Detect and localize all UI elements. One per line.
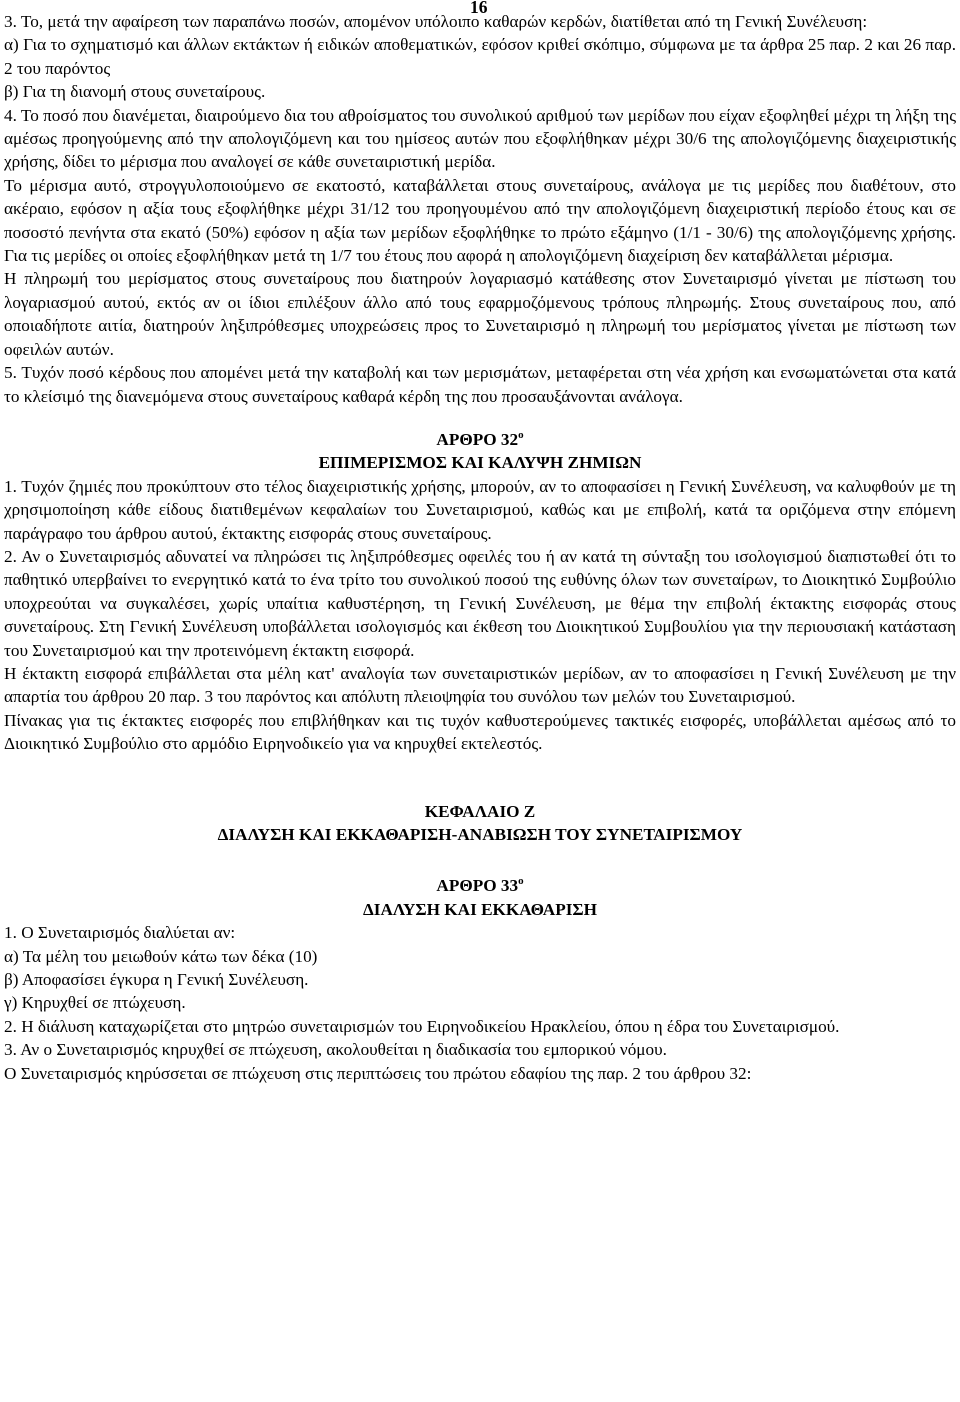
paragraph-4: 4. Το ποσό που διανέμεται, διαιρούμενο δια του αθροίσματος του συνολικού αριθμού των μερίδων που είχαν εξοφληθεί μέχρι τη λήξη της αμέσως προηγούμενης από την απολογιζόμενη και του ημίσεος αυτών που εξοφλήθηκαν μέχρι 30/6 της απολογιζόμενης διαχειριστικής χρήσης, δίδει το μέρισμα που αναλογεί σε κάθε συνεταιριστική μερίδα. — [4, 105, 956, 172]
paragraph-4b: Το μέρισμα αυτό, στρογγυλοποιούμενο σε εκατοστό, καταβάλλεται στους συνεταίρους, ανάλογα με τις μερίδες που διαθέτουν, στο ακέραιο, εφόσον η αξία τους εξοφλήθηκε μέχρι 31/12 του προηγουμένου από την απολογιζόμενη διαχειριστική περίοδο έτους και σε ποσοστό πενήντα στα εκατό (50%) εφόσον η αξία των μερίδων εξοφλήθηκε το πρώτο εξάμηνο (1/1 - 30/6) της απολογιζόμενης χρήσης. Για τις μερίδες οι οποίες εξοφλήθηκαν μετά τη 1/7 του έτους που αφορά η απολογιζόμενη διαχείριση δεν καταβάλλεται μέρισμα. — [4, 175, 956, 266]
article-32-paragraph-1: 1. Τυχόν ζημιές που προκύπτουν στο τέλος διαχειριστικής χρήσης, μπορούν, αν το αποφασίσει η Γενική Συνέλευση, να καλυφθούν με τη χρησιμοποίηση κάθε είδους διατιθεμένων κεφαλαίων του Συνεταιρισμού, καθώς και με επιβολή, κατά τα οριζόμενα στην επόμενη παράγραφο του άρθρου αυτού, έκτακτης εισφοράς στους συνεταίρους. — [4, 476, 956, 543]
article-33-item-c: γ) Κηρυχθεί σε πτώχευση. — [4, 993, 186, 1013]
article-33-label: ΑΡΘΡΟ 33 — [436, 876, 519, 896]
article-33-item-b: β) Αποφασίσει έγκυρα η Γενική Συνέλευση. — [4, 970, 309, 990]
article-33-title: ΔΙΑΛΥΣΗ ΚΑΙ ΕΚΚΑΘΑΡΙΣΗ — [362, 899, 597, 919]
article-32-heading — [4, 428, 956, 451]
section-article-32 — [4, 475, 956, 756]
article-33-heading — [4, 874, 956, 897]
paragraph-3b: β) Για τη διανομή στους συνεταίρους. — [4, 82, 266, 102]
article-32-ordinal: ο — [518, 428, 524, 441]
article-32-label: ΑΡΘΡΟ 32 — [436, 429, 519, 449]
section-article-33 — [4, 921, 956, 1085]
paragraph-5: 5. Τυχόν ποσό κέρδους που απομένει μετά την καταβολή και των μερισμάτων, μεταφέρεται στη νέα χρήση και ενσωματώνεται στα κατά το κλείσιμό της διανεμόμενα στους συνεταίρους καθαρά κέρδη της που προσαυξάνονται ανάλογα. — [4, 363, 956, 406]
page-number: 16 — [470, 0, 488, 17]
chapter-title: ΚΕΦΑΛΑΙΟ Ζ — [424, 801, 536, 821]
article-32-paragraph-3: Η έκτακτη εισφορά επιβάλλεται στα μέλη κατ' αναλογία των συνεταιριστικών μερίδων, αν το αποφασίσει η Γενική Συνέλευση με την απαρτία του άρθρου 20 παρ. 3 του παρόντος και απόλυτη πλειοψηφία του συνόλου των μελών του Συνεταιρισμού. — [4, 663, 956, 707]
article-33-paragraph-3b: Ο Συνεταιρισμός κηρύσσεται σε πτώχευση στις περιπτώσεις του πρώτου εδαφίου της παρ. 2 του άρθρου 32: — [4, 1063, 752, 1083]
article-32-paragraph-2: 2. Αν ο Συνεταιρισμός αδυνατεί να πληρώσει τις ληξιπρόθεσμες οφειλές του ή αν κατά τη σύνταξη του ισολογισμού διαπιστωθεί ότι το παθητικό υπερβαίνει το ενεργητικό κατά το ένα τρίτο του συνολικού ποσού της ευθύνης όλων των συνεταίρων, το Διοικητικό Συμβούλιο υποχρεούται να συγκαλέσει, χωρίς υπαίτια καθυστέρηση, τη Γενική Συνέλευση, με θέμα την επιβολή έκτακτης εισφοράς στους συνεταίρους. Στη Γενική Συνέλευση υποβάλλεται ισολογισμός και έκθεση του Διοικητικού Συμβουλίου για την περιουσιακή κατάσταση του Συνεταιρισμού και την προτεινόμενη έκτακτη εισφορά. — [4, 546, 956, 660]
article-32-title: ΕΠΙΜΕΡΙΣΜΟΣ ΚΑΙ ΚΑΛΥΨΗ ΖΗΜΙΩΝ — [318, 453, 642, 473]
chapter-subtitle: ΔΙΑΛΥΣΗ ΚΑΙ ΕΚΚΑΘΑΡΙΣΗ-ΑΝΑΒΙΩΣΗ ΤΟΥ ΣΥΝΕΤΑΙΡΙΣΜΟΥ — [217, 825, 743, 844]
article-33-paragraph-1: 1. Ο Συνεταιρισμός διαλύεται αν: — [4, 923, 236, 943]
article-33-ordinal: ο — [518, 875, 524, 888]
article-33-paragraph-3: 3. Αν ο Συνεταιρισμός κηρυχθεί σε πτώχευση, ακολουθείται η διαδικασία του εμπορικού νόμου. — [4, 1040, 667, 1060]
article-33-item-a: α) Τα μέλη του μειωθούν κάτω των δέκα (10) — [4, 946, 318, 966]
section-profit-distribution — [4, 10, 956, 408]
article-33-paragraph-2: 2. Η διάλυση καταχωρίζεται στο μητρώο συνεταιρισμών του Ειρηνοδικείου Ηρακλείου, όπου η έδρα του Συνεταιρισμού. — [4, 1016, 840, 1036]
article-32-paragraph-4: Πίνακας για τις έκτακτες εισφορές που επιβλήθηκαν και τις τυχόν καθυστερούμενες τακτικές εισφορές, υποβάλλεται αμέσως από το Διοικητικό Συμβούλιο στο αρμόδιο Ειρηνοδικείο για να κηρυχθεί εκτελεστός. — [4, 710, 956, 754]
paragraph-3a: α) Για το σχηματισμό και άλλων εκτάκτων ή ειδικών αποθεματικών, εφόσον κριθεί σκόπιμο, σύμφωνα με τα άρθρα 25 παρ. 2 και 26 παρ. 2 του παρόντος — [4, 35, 956, 78]
paragraph-4c: Η πληρωμή του μερίσματος στους συνεταίρους που διατηρούν λογαριασμό κατάθεσης στον Συνεταιρισμό γίνεται με πίστωση του λογαριασμού αυτού, εκτός αν οι ίδιοι επιλέξουν άλλο από τους εφαρμοζόμενους τρόπους πληρωμής. Στους συνεταίρους που, από οποιαδήποτε αιτία, διατηρούν ληξιπρόθεσμες υποχρεώσεις προς το Συνεταιρισμό η πληρωμή του μερίσματος γίνεται με πίστωση των οφειλών αυτών. — [4, 269, 956, 359]
paragraph-3: 3. Το, μετά την αφαίρεση των παραπάνω ποσών, απομένον υπόλοιπο καθαρών κερδών, διατίθεται από τη Γενική Συνέλευση: — [4, 12, 868, 31]
